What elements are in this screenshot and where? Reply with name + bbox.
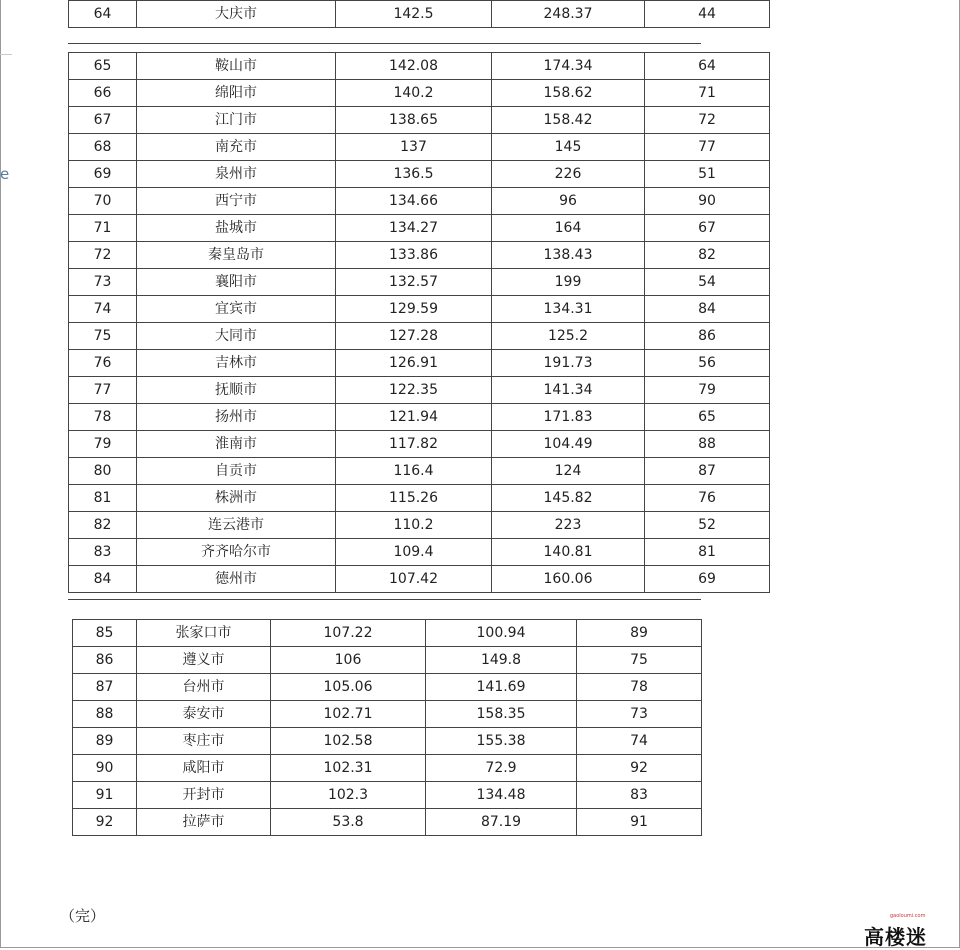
rank-change-cell: 79 <box>645 377 770 404</box>
table-row <box>69 80 770 107</box>
table-row <box>69 350 770 377</box>
table-row <box>69 134 770 161</box>
value-cell: 223 <box>492 512 645 539</box>
city-cell: 盐城市 <box>137 215 336 242</box>
rank-change-cell: 56 <box>645 350 770 377</box>
value-cell: 133.86 <box>336 242 492 269</box>
rank-cell: 86 <box>73 647 137 674</box>
city-cell: 台州市 <box>137 674 271 701</box>
city-cell: 开封市 <box>137 782 271 809</box>
value-cell: 104.49 <box>492 431 645 458</box>
value-cell: 102.3 <box>271 782 426 809</box>
rank-cell: 64 <box>69 1 137 28</box>
value-cell: 107.22 <box>271 620 426 647</box>
rank-change-cell: 69 <box>645 566 770 593</box>
value-cell: 134.48 <box>426 782 577 809</box>
table-row <box>73 674 702 701</box>
value-cell: 102.71 <box>271 701 426 728</box>
table-break-line <box>68 599 701 600</box>
rank-change-cell: 78 <box>577 674 702 701</box>
rank-cell: 76 <box>69 350 137 377</box>
city-cell: 扬州市 <box>137 404 336 431</box>
rank-change-cell: 71 <box>645 80 770 107</box>
rank-cell: 91 <box>73 782 137 809</box>
rank-change-cell: 51 <box>645 161 770 188</box>
table-row <box>73 620 702 647</box>
city-cell: 株洲市 <box>137 485 336 512</box>
rank-change-cell: 91 <box>577 809 702 836</box>
value-cell: 226 <box>492 161 645 188</box>
rank-change-cell: 76 <box>645 485 770 512</box>
side-divider <box>0 54 12 55</box>
value-cell: 121.94 <box>336 404 492 431</box>
value-cell: 145.82 <box>492 485 645 512</box>
city-cell: 鞍山市 <box>137 53 336 80</box>
table-row <box>69 188 770 215</box>
rank-change-cell: 44 <box>645 1 770 28</box>
table-break-line <box>68 43 701 44</box>
rank-change-cell: 86 <box>645 323 770 350</box>
table-row <box>69 1 770 28</box>
value-cell: 115.26 <box>336 485 492 512</box>
table-row <box>69 404 770 431</box>
value-cell: 134.27 <box>336 215 492 242</box>
value-cell: 140.2 <box>336 80 492 107</box>
table-row <box>69 485 770 512</box>
rank-change-cell: 77 <box>645 134 770 161</box>
value-cell: 110.2 <box>336 512 492 539</box>
rank-cell: 70 <box>69 188 137 215</box>
table-row <box>73 782 702 809</box>
city-cell: 吉林市 <box>137 350 336 377</box>
rank-cell: 72 <box>69 242 137 269</box>
value-cell: 116.4 <box>336 458 492 485</box>
rank-cell: 79 <box>69 431 137 458</box>
value-cell: 106 <box>271 647 426 674</box>
city-cell: 德州市 <box>137 566 336 593</box>
value-cell: 117.82 <box>336 431 492 458</box>
value-cell: 72.9 <box>426 755 577 782</box>
ranking-table-bottom <box>72 619 702 836</box>
city-cell: 淮南市 <box>137 431 336 458</box>
city-cell: 西宁市 <box>137 188 336 215</box>
value-cell: 134.31 <box>492 296 645 323</box>
rank-change-cell: 87 <box>645 458 770 485</box>
city-cell: 泰安市 <box>137 701 271 728</box>
city-cell: 自贡市 <box>137 458 336 485</box>
city-cell: 绵阳市 <box>137 80 336 107</box>
value-cell: 171.83 <box>492 404 645 431</box>
value-cell: 141.69 <box>426 674 577 701</box>
table-row <box>69 539 770 566</box>
rank-cell: 65 <box>69 53 137 80</box>
value-cell: 138.65 <box>336 107 492 134</box>
value-cell: 145 <box>492 134 645 161</box>
table-row <box>69 296 770 323</box>
city-cell: 遵义市 <box>137 647 271 674</box>
city-cell: 襄阳市 <box>137 269 336 296</box>
value-cell: 149.8 <box>426 647 577 674</box>
table-row <box>69 323 770 350</box>
rank-cell: 78 <box>69 404 137 431</box>
table-row <box>73 647 702 674</box>
value-cell: 109.4 <box>336 539 492 566</box>
value-cell: 248.37 <box>492 1 645 28</box>
table-row <box>73 728 702 755</box>
rank-cell: 89 <box>73 728 137 755</box>
city-cell: 南充市 <box>137 134 336 161</box>
table-row <box>73 809 702 836</box>
value-cell: 132.57 <box>336 269 492 296</box>
rank-change-cell: 73 <box>577 701 702 728</box>
value-cell: 137 <box>336 134 492 161</box>
value-cell: 102.58 <box>271 728 426 755</box>
rank-change-cell: 88 <box>645 431 770 458</box>
rank-change-cell: 84 <box>645 296 770 323</box>
value-cell: 129.59 <box>336 296 492 323</box>
value-cell: 142.08 <box>336 53 492 80</box>
rank-change-cell: 52 <box>645 512 770 539</box>
value-cell: 134.66 <box>336 188 492 215</box>
value-cell: 158.35 <box>426 701 577 728</box>
table-row <box>69 161 770 188</box>
table-row <box>73 701 702 728</box>
city-cell: 抚顺市 <box>137 377 336 404</box>
rank-cell: 84 <box>69 566 137 593</box>
rank-cell: 67 <box>69 107 137 134</box>
rank-cell: 92 <box>73 809 137 836</box>
city-cell: 齐齐哈尔市 <box>137 539 336 566</box>
ranking-table-top <box>68 0 770 28</box>
value-cell: 124 <box>492 458 645 485</box>
watermark-url: gaoloumi.com <box>890 913 926 919</box>
value-cell: 158.62 <box>492 80 645 107</box>
rank-change-cell: 82 <box>645 242 770 269</box>
city-cell: 枣庄市 <box>137 728 271 755</box>
value-cell: 142.5 <box>336 1 492 28</box>
value-cell: 127.28 <box>336 323 492 350</box>
table-row <box>69 242 770 269</box>
value-cell: 125.2 <box>492 323 645 350</box>
value-cell: 158.42 <box>492 107 645 134</box>
rank-change-cell: 67 <box>645 215 770 242</box>
city-cell: 江门市 <box>137 107 336 134</box>
city-cell: 连云港市 <box>137 512 336 539</box>
rank-cell: 88 <box>73 701 137 728</box>
rank-cell: 90 <box>73 755 137 782</box>
table-row <box>69 377 770 404</box>
rank-cell: 75 <box>69 323 137 350</box>
rank-change-cell: 64 <box>645 53 770 80</box>
table-row <box>69 431 770 458</box>
table-row <box>73 755 702 782</box>
value-cell: 107.42 <box>336 566 492 593</box>
value-cell: 155.38 <box>426 728 577 755</box>
value-cell: 141.34 <box>492 377 645 404</box>
value-cell: 53.8 <box>271 809 426 836</box>
rank-cell: 83 <box>69 539 137 566</box>
rank-cell: 68 <box>69 134 137 161</box>
value-cell: 160.06 <box>492 566 645 593</box>
watermark-logo <box>864 913 952 949</box>
city-cell: 张家口市 <box>137 620 271 647</box>
city-cell: 泉州市 <box>137 161 336 188</box>
rank-change-cell: 74 <box>577 728 702 755</box>
value-cell: 136.5 <box>336 161 492 188</box>
rank-change-cell: 89 <box>577 620 702 647</box>
rank-cell: 82 <box>69 512 137 539</box>
watermark-text: 高楼迷 <box>864 925 927 949</box>
ranking-table-middle <box>68 52 770 593</box>
rank-cell: 85 <box>73 620 137 647</box>
value-cell: 96 <box>492 188 645 215</box>
value-cell: 199 <box>492 269 645 296</box>
table-row <box>69 107 770 134</box>
value-cell: 138.43 <box>492 242 645 269</box>
rank-change-cell: 83 <box>577 782 702 809</box>
rank-cell: 74 <box>69 296 137 323</box>
value-cell: 102.31 <box>271 755 426 782</box>
rank-change-cell: 65 <box>645 404 770 431</box>
value-cell: 126.91 <box>336 350 492 377</box>
city-cell: 大同市 <box>137 323 336 350</box>
value-cell: 174.34 <box>492 53 645 80</box>
value-cell: 140.81 <box>492 539 645 566</box>
rank-change-cell: 92 <box>577 755 702 782</box>
rank-change-cell: 90 <box>645 188 770 215</box>
city-cell: 秦皇岛市 <box>137 242 336 269</box>
rank-cell: 87 <box>73 674 137 701</box>
rank-cell: 71 <box>69 215 137 242</box>
rank-change-cell: 54 <box>645 269 770 296</box>
rank-cell: 73 <box>69 269 137 296</box>
value-cell: 122.35 <box>336 377 492 404</box>
city-cell: 咸阳市 <box>137 755 271 782</box>
end-note: （完） <box>60 907 106 925</box>
rank-cell: 66 <box>69 80 137 107</box>
value-cell: 191.73 <box>492 350 645 377</box>
side-fragment-text: e <box>0 165 10 183</box>
rank-change-cell: 72 <box>645 107 770 134</box>
value-cell: 100.94 <box>426 620 577 647</box>
table-row <box>69 566 770 593</box>
rank-cell: 80 <box>69 458 137 485</box>
rank-change-cell: 75 <box>577 647 702 674</box>
value-cell: 164 <box>492 215 645 242</box>
table-row <box>69 215 770 242</box>
table-row <box>69 458 770 485</box>
rank-cell: 69 <box>69 161 137 188</box>
city-cell: 拉萨市 <box>137 809 271 836</box>
value-cell: 87.19 <box>426 809 577 836</box>
table-row <box>69 269 770 296</box>
city-cell: 宜宾市 <box>137 296 336 323</box>
city-cell: 大庆市 <box>137 1 336 28</box>
rank-cell: 81 <box>69 485 137 512</box>
rank-cell: 77 <box>69 377 137 404</box>
table-row <box>69 53 770 80</box>
value-cell: 105.06 <box>271 674 426 701</box>
table-row <box>69 512 770 539</box>
rank-change-cell: 81 <box>645 539 770 566</box>
